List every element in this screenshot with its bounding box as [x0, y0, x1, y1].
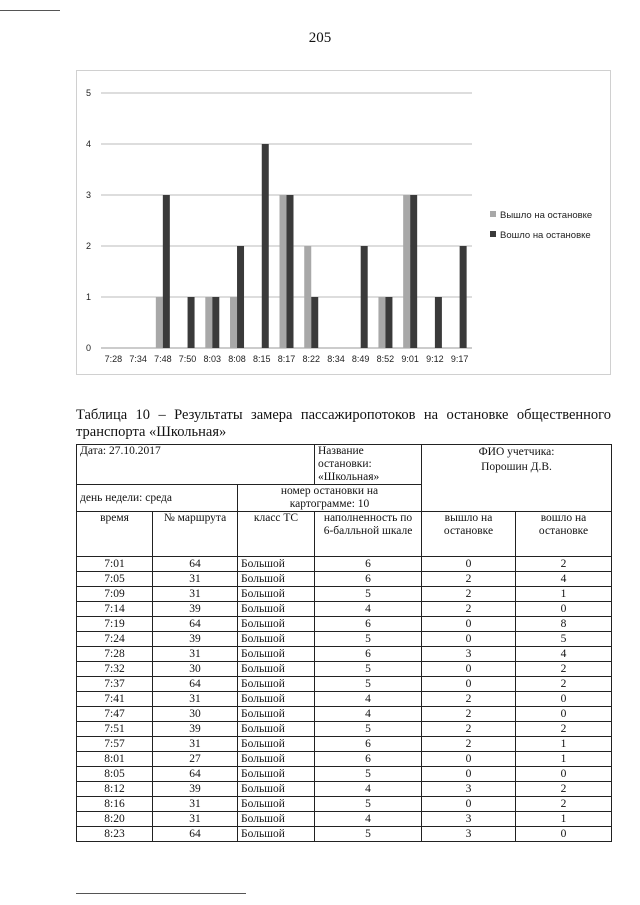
cell-route: 31 [153, 737, 238, 752]
stop-number-cell: номер остановки на картограмме: 10 [238, 485, 422, 512]
cell-entered: 0 [516, 707, 612, 722]
table-row [77, 722, 612, 737]
cell-fullness: 4 [315, 692, 422, 707]
observer-cell [422, 445, 612, 512]
cell-vehicle-class: Большой [238, 647, 315, 662]
y-tick-label: 2 [85, 241, 91, 251]
bar-entered [188, 297, 195, 348]
x-tick-label: 8:15 [253, 354, 271, 364]
cell-exited: 3 [422, 827, 516, 842]
cell-route: 64 [153, 677, 238, 692]
cell-exited: 0 [422, 632, 516, 647]
y-tick-label: 4 [85, 139, 91, 149]
cell-time: 7:37 [77, 677, 153, 692]
cell-time: 7:01 [77, 557, 153, 572]
cell-exited: 2 [422, 572, 516, 587]
cell-time: 7:47 [77, 707, 153, 722]
cell-exited: 2 [422, 587, 516, 602]
bar-chart [76, 70, 611, 375]
passenger-flow-table [76, 444, 612, 842]
stop-name-value: «Школьная» [318, 471, 380, 483]
cell-entered: 4 [516, 647, 612, 662]
cell-route: 31 [153, 647, 238, 662]
cell-entered: 5 [516, 632, 612, 647]
scan-artifact-top [0, 10, 60, 11]
bar-entered [361, 246, 368, 348]
x-tick-label: 8:03 [203, 354, 222, 364]
cell-vehicle-class: Большой [238, 812, 315, 827]
table-row [77, 767, 612, 782]
cell-vehicle-class: Большой [238, 707, 315, 722]
cell-time: 7:57 [77, 737, 153, 752]
cell-entered: 2 [516, 782, 612, 797]
table-caption: Таблица 10 – Результаты замера пассажиропотоков на остановке общественного транспорта «Школьная» [76, 407, 611, 440]
cell-vehicle-class: Большой [238, 782, 315, 797]
cell-vehicle-class: Большой [238, 827, 315, 842]
table-row [77, 692, 612, 707]
x-tick-label: 9:17 [450, 354, 469, 364]
cell-entered: 1 [516, 752, 612, 767]
cell-fullness: 5 [315, 797, 422, 812]
cell-vehicle-class: Большой [238, 602, 315, 617]
cell-fullness: 6 [315, 617, 422, 632]
table-row [77, 602, 612, 617]
cell-entered: 0 [516, 602, 612, 617]
bar-exited [378, 297, 385, 348]
y-tick-label: 5 [85, 88, 91, 98]
cell-time: 8:12 [77, 782, 153, 797]
cell-vehicle-class: Большой [238, 752, 315, 767]
bar-entered [311, 297, 318, 348]
cell-exited: 0 [422, 617, 516, 632]
cell-vehicle-class: Большой [238, 692, 315, 707]
page-number: 205 [308, 30, 332, 46]
cell-exited: 3 [422, 782, 516, 797]
cell-vehicle-class: Большой [238, 632, 315, 647]
bar-entered [262, 144, 269, 348]
cell-fullness: 6 [315, 752, 422, 767]
cell-fullness: 6 [315, 572, 422, 587]
cell-entered: 2 [516, 677, 612, 692]
cell-exited: 0 [422, 797, 516, 812]
bar-exited [403, 195, 410, 348]
cell-fullness: 5 [315, 587, 422, 602]
cell-fullness: 6 [315, 647, 422, 662]
cell-fullness: 6 [315, 737, 422, 752]
header-entered: вошло на остановке [516, 512, 612, 557]
cell-time: 7:41 [77, 692, 153, 707]
cell-exited: 0 [422, 767, 516, 782]
cell-time: 7:05 [77, 572, 153, 587]
bar-entered [435, 297, 442, 348]
bar-exited [205, 297, 212, 348]
header-fullness: наполненность по 6-балльной шкале [315, 512, 422, 557]
table-row [77, 617, 612, 632]
cell-exited: 3 [422, 812, 516, 827]
bar-entered [212, 297, 219, 348]
header-time: время [77, 512, 153, 557]
cell-vehicle-class: Большой [238, 677, 315, 692]
cell-time: 8:20 [77, 812, 153, 827]
legend-swatch [490, 231, 496, 237]
cell-entered: 1 [516, 587, 612, 602]
cell-route: 31 [153, 812, 238, 827]
cell-route: 31 [153, 692, 238, 707]
cell-fullness: 5 [315, 767, 422, 782]
cell-time: 7:19 [77, 617, 153, 632]
bar-exited [280, 195, 287, 348]
cell-entered: 8 [516, 617, 612, 632]
cell-time: 8:16 [77, 797, 153, 812]
cell-fullness: 4 [315, 602, 422, 617]
cell-route: 39 [153, 722, 238, 737]
cell-fullness: 5 [315, 677, 422, 692]
cell-route: 31 [153, 572, 238, 587]
cell-time: 7:28 [77, 647, 153, 662]
table-row [77, 557, 612, 572]
cell-vehicle-class: Большой [238, 722, 315, 737]
x-tick-label: 9:01 [401, 354, 419, 364]
x-tick-label: 8:52 [376, 354, 395, 364]
bar-entered [460, 246, 467, 348]
x-tick-label: 8:22 [302, 354, 320, 364]
legend-label: Вошло на остановке [500, 230, 591, 241]
x-tick-label: 7:28 [104, 354, 123, 364]
cell-vehicle-class: Большой [238, 737, 315, 752]
y-tick-label: 1 [85, 292, 91, 302]
cell-exited: 0 [422, 662, 516, 677]
cell-route: 30 [153, 707, 238, 722]
table-row [77, 812, 612, 827]
cell-entered: 2 [516, 662, 612, 677]
cell-route: 39 [153, 782, 238, 797]
table-row [77, 737, 612, 752]
legend-swatch [490, 211, 496, 217]
cell-route: 64 [153, 617, 238, 632]
bar-exited [230, 297, 237, 348]
table-row [77, 797, 612, 812]
cell-route: 64 [153, 827, 238, 842]
cell-fullness: 5 [315, 722, 422, 737]
x-tick-label: 7:50 [178, 354, 197, 364]
table-row [77, 662, 612, 677]
bar-chart-svg [76, 70, 611, 375]
table-row [77, 782, 612, 797]
table-row [77, 632, 612, 647]
table-row [77, 677, 612, 692]
cell-route: 27 [153, 752, 238, 767]
header-exited: вышло на остановке [422, 512, 516, 557]
cell-route: 31 [153, 797, 238, 812]
cell-time: 7:24 [77, 632, 153, 647]
cell-time: 7:09 [77, 587, 153, 602]
y-tick-label: 3 [85, 190, 91, 200]
observer-label: ФИО учетчика: [478, 446, 555, 458]
bar-entered [237, 246, 244, 348]
scan-artifact-bottom [76, 893, 246, 894]
x-tick-label: 9:12 [426, 354, 444, 364]
observer-value: Порошин Д.В. [481, 461, 552, 473]
table-row [77, 587, 612, 602]
cell-vehicle-class: Большой [238, 572, 315, 587]
cell-fullness: 4 [315, 812, 422, 827]
cell-entered: 2 [516, 557, 612, 572]
cell-time: 7:14 [77, 602, 153, 617]
cell-exited: 0 [422, 752, 516, 767]
cell-entered: 0 [516, 827, 612, 842]
cell-time: 8:23 [77, 827, 153, 842]
date-cell: Дата: 27.10.2017 [77, 445, 315, 485]
cell-entered: 2 [516, 722, 612, 737]
cell-fullness: 4 [315, 707, 422, 722]
cell-exited: 2 [422, 602, 516, 617]
bar-exited [156, 297, 163, 348]
cell-entered: 1 [516, 812, 612, 827]
x-tick-label: 7:48 [154, 354, 172, 364]
cell-time: 7:51 [77, 722, 153, 737]
y-tick-label: 0 [85, 343, 91, 353]
x-tick-label: 8:49 [351, 354, 370, 364]
bar-exited [304, 246, 311, 348]
cell-fullness: 5 [315, 662, 422, 677]
cell-time: 8:01 [77, 752, 153, 767]
cell-time: 7:32 [77, 662, 153, 677]
cell-vehicle-class: Большой [238, 617, 315, 632]
cell-entered: 2 [516, 797, 612, 812]
cell-vehicle-class: Большой [238, 587, 315, 602]
cell-fullness: 6 [315, 557, 422, 572]
cell-route: 64 [153, 767, 238, 782]
cell-exited: 2 [422, 737, 516, 752]
cell-vehicle-class: Большой [238, 797, 315, 812]
bar-entered [287, 195, 294, 348]
cell-entered: 0 [516, 767, 612, 782]
cell-vehicle-class: Большой [238, 557, 315, 572]
cell-exited: 2 [422, 707, 516, 722]
cell-entered: 4 [516, 572, 612, 587]
bar-entered [163, 195, 170, 348]
cell-exited: 0 [422, 677, 516, 692]
table-row [77, 647, 612, 662]
cell-vehicle-class: Большой [238, 767, 315, 782]
x-tick-label: 8:17 [277, 354, 296, 364]
cell-entered: 1 [516, 737, 612, 752]
x-tick-label: 7:34 [129, 354, 147, 364]
bar-entered [410, 195, 417, 348]
x-tick-label: 8:08 [228, 354, 246, 364]
cell-entered: 0 [516, 692, 612, 707]
cell-route: 31 [153, 587, 238, 602]
table-row [77, 752, 612, 767]
table-row [77, 707, 612, 722]
legend-label: Вышло на остановке [500, 210, 593, 221]
cell-time: 8:05 [77, 767, 153, 782]
cell-fullness: 5 [315, 632, 422, 647]
header-vehicle-class: класс ТС [238, 512, 315, 557]
cell-exited: 2 [422, 692, 516, 707]
cell-exited: 3 [422, 647, 516, 662]
cell-route: 39 [153, 632, 238, 647]
cell-exited: 2 [422, 722, 516, 737]
bar-entered [385, 297, 392, 348]
x-tick-label: 8:34 [327, 354, 345, 364]
cell-route: 64 [153, 557, 238, 572]
table-row [77, 572, 612, 587]
cell-route: 30 [153, 662, 238, 677]
cell-route: 39 [153, 602, 238, 617]
stop-name-label: Название остановки: [318, 445, 372, 470]
cell-vehicle-class: Большой [238, 662, 315, 677]
table-row [77, 827, 612, 842]
cell-fullness: 5 [315, 827, 422, 842]
cell-exited: 0 [422, 557, 516, 572]
cell-fullness: 4 [315, 782, 422, 797]
header-route: № маршрута [153, 512, 238, 557]
weekday-cell: день недели: среда [77, 485, 238, 512]
stop-name-cell [315, 445, 422, 485]
